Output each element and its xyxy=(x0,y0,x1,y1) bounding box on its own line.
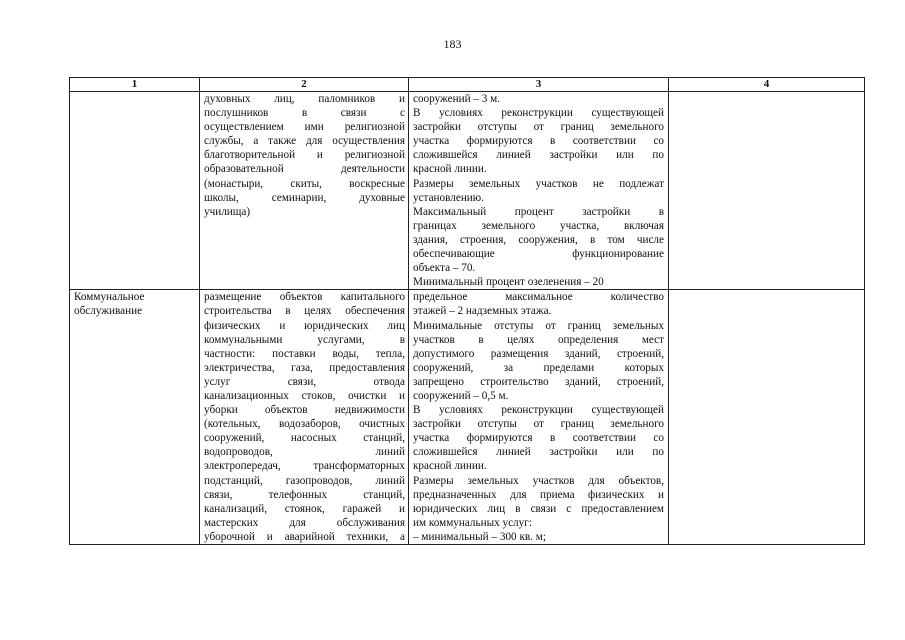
text-line: духовных лиц, паломников и xyxy=(204,93,405,105)
text-line: юридических лиц в связи с предоставлением xyxy=(413,502,664,515)
text-line: установлению. xyxy=(413,191,484,204)
text-line: здания, строения, сооружения, в том числе xyxy=(413,233,664,246)
text-line: Максимальный процент застройки в xyxy=(413,205,664,218)
text-line: мастерских для обслуживания xyxy=(204,516,405,529)
text-line: этажей – 2 надземных этажа. xyxy=(413,305,552,318)
text-line: канализаций, стоянок, гаражей и xyxy=(204,502,405,515)
table-row xyxy=(70,290,865,545)
text-line: канализационных стоков, очистки и xyxy=(204,389,405,402)
text-line: сооружений – 0,5 м. xyxy=(413,389,509,402)
text-line: участка формируются в соответствии со xyxy=(413,135,664,148)
text-line: размещение объектов капитального xyxy=(204,291,405,304)
text-line: сложившейся линией застройки или по xyxy=(413,446,664,459)
text-line: обеспечивающие функционирование xyxy=(413,248,664,261)
text-line: коммунальными услугами, в xyxy=(204,333,405,346)
column-header-4: 4 xyxy=(669,78,865,92)
text-line: участков в целях определения мест xyxy=(413,333,664,346)
text-line: Минимальные отступы от границ земельных xyxy=(413,319,664,332)
text-line: физических и юридических лиц xyxy=(204,319,405,332)
text-line: услуг связи, отвода xyxy=(204,375,405,388)
text-line: границах земельного участка, включая xyxy=(413,219,664,232)
text-line: частности: поставки воды, тепла, xyxy=(204,347,405,360)
text-line: Размеры земельных участков для объектов, xyxy=(413,474,664,487)
column-header-3: 3 xyxy=(409,78,669,92)
text-line: застройки отступы от границ земельного xyxy=(413,418,664,431)
text-line: электричества, газа, предоставления xyxy=(204,361,405,374)
column-header-1: 1 xyxy=(70,78,200,92)
text-line: сложившейся линией застройки или по xyxy=(413,149,664,162)
text-line: участка формируются в соответствии со xyxy=(413,432,664,445)
notes-cell xyxy=(669,92,865,290)
text-line: школы, семинарии, духовные xyxy=(204,191,405,204)
description-cell xyxy=(200,92,409,290)
text-line: благотворительной и религиозной xyxy=(204,149,405,162)
text-line: застройки отступы от границ земельного xyxy=(413,121,664,134)
text-line: службы, а также для осуществления xyxy=(204,135,405,148)
parameters-cell xyxy=(409,92,669,290)
text-line: Коммунальное xyxy=(74,291,145,304)
parameters-cell xyxy=(409,290,669,545)
text-line: предельное максимальное количество xyxy=(413,291,664,304)
text-line: В условиях реконструкции существующей xyxy=(413,404,664,417)
text-line: запрещено строительство зданий, строений, xyxy=(413,375,664,388)
text-line: строительства в целях обеспечения xyxy=(204,305,405,318)
description-cell xyxy=(200,290,409,545)
text-line: допустимого размещения зданий, строений, xyxy=(413,347,664,360)
text-line: сооружений, за пределами которых xyxy=(413,361,664,374)
text-line: предназначенных для приема физических и xyxy=(413,488,664,501)
text-line: осуществлением ими религиозной xyxy=(204,121,405,134)
table-header-row xyxy=(70,78,865,92)
text-line: послушников в связи с xyxy=(204,107,405,120)
text-line: подстанций, газопроводов, линий xyxy=(204,474,405,487)
land-use-type-cell xyxy=(70,92,200,290)
text-line: объекта – 70. xyxy=(413,262,476,275)
land-use-type-cell xyxy=(70,290,200,545)
text-line: – минимальный – 300 кв. м; xyxy=(413,530,546,543)
column-header-2: 2 xyxy=(200,78,409,92)
page-number: 183 xyxy=(443,37,462,51)
text-line: Минимальный процент озеленения – 20 xyxy=(413,276,604,289)
notes-cell xyxy=(669,290,865,545)
text-line: электропередач, трансформаторных xyxy=(204,460,405,473)
text-line: связи, телефонных станций, xyxy=(204,488,405,501)
text-line: красной линии. xyxy=(413,163,487,176)
text-line: В условиях реконструкции существующей xyxy=(413,107,664,120)
text-line: обслуживание xyxy=(74,305,143,318)
text-line: образовательной деятельности xyxy=(204,163,405,176)
text-line: сооружений – 3 м. xyxy=(413,93,501,105)
text-line: уборочной и аварийной техники, а xyxy=(204,530,405,543)
table-row xyxy=(70,92,865,290)
text-line: водопроводов, линий xyxy=(204,446,405,459)
text-line: (монастыри, скиты, воскресные xyxy=(204,177,405,190)
text-line: уборки объектов недвижимости xyxy=(204,404,405,417)
text-line: (котельных, водозаборов, очистных xyxy=(204,418,405,431)
text-line: училища) xyxy=(204,205,251,218)
text-line: Размеры земельных участков не подлежат xyxy=(413,177,664,190)
zoning-table xyxy=(69,77,865,545)
text-line: сооружений, насосных станций, xyxy=(204,432,405,445)
text-line: им коммунальных услуг: xyxy=(413,516,532,529)
text-line: красной линии. xyxy=(413,460,487,473)
